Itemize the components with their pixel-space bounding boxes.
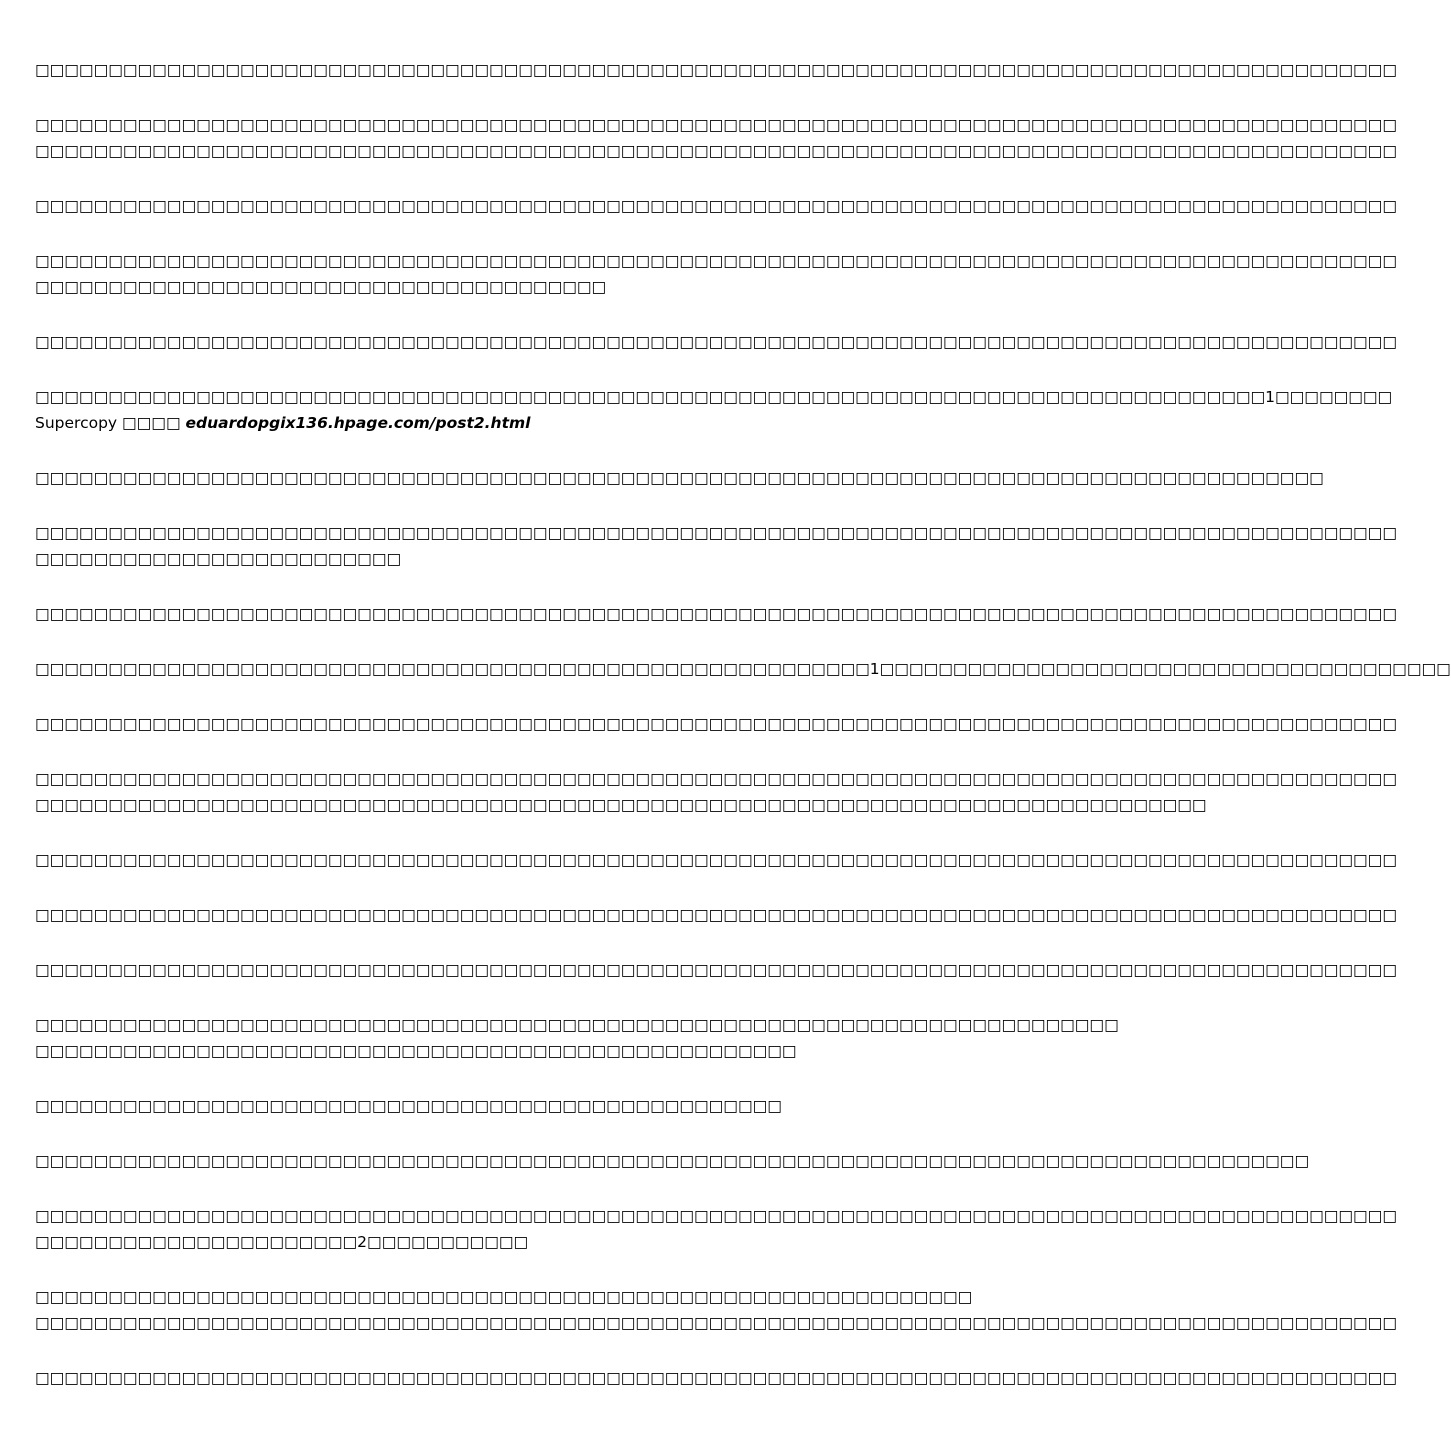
paragraph-9: [35, 601, 1397, 627]
text-line: □□□□□□□□□□□□□□□□□□□□□□□□□□□□□□□□□□□□□□□□□□□□□□□□□□□□□□□□□□□□□□□□□□□□□□□□□□□□□□□□□□□□□□□□□□□□□: [35, 715, 1397, 733]
text-line: □□□□□□□□□□□□□□□□□□□□□□□□□□□□□□□□□□□□□□□□□□□□□□□□□□□: [35, 1097, 782, 1115]
text-line: □□□□□□□□□□□□□□□□□□□□□□□□□□□□□□□□□□□□□□□□□□□□□□□□□□□□□□□□□□□□□□□□□□□□□□□□□□□□□□□□: [35, 796, 1207, 814]
text-line: □□□□□□□□□□□□□□□□□□□□□□□□□□□□□□□□□□□□□□□□□□□□□□□□□□□□□□□□□□□□□□□□□□□□□□□□□□□□□□□□□□□□□□□□□□□□□: [35, 116, 1397, 134]
text-line: □□□□□□□□□□□□□□□□□□□□□□□□□□□□□□□□□□□□□□□□□□□□□□□□□□□□□□□□□1□□□□□□□□□□□□□□□□□□□□□□□□□□□□□□□□□□□□□□□: [35, 660, 1451, 678]
paragraph-7: [35, 465, 1324, 491]
paragraph-17: [35, 1093, 990, 1119]
text-line: □□□□□□□□□□□□□□□□□□□□□□□□□□□□□□□□□□□□□□□□□□□□□□□□□□□□□□□□□□□□□□□□□□□□□□□□□□□□□□□□□□□□□□□□□□□□□: [35, 1369, 1397, 1387]
post-link[interactable]: eduardopgix136.hpage.com/post2.html: [185, 414, 531, 432]
text-line: □□□□□□□□□□□□□□□□□□□□□□□□□□□□□□□□□□□□□□□□□□□□□□□□□□□□□□□□□□□□□□□□□□□□□□□□□□□□□□□□□□□□□□□□□□□□□: [35, 252, 1397, 270]
paragraph-18: [35, 1148, 1310, 1174]
paragraph-2: [35, 112, 1397, 164]
text-line: □□□□□□□□□□□□□□□□□□□□□□□□□□□□□□□□□□□□□□□□□□□□□□□□□□□□□□□□□□□□□□□□□□□□□□□□□□□□□□□□□□□□□□□□□□□□□: [35, 906, 1397, 924]
text-line: □□□□□□□□□□□□□□□□□□□□□□□□□□□□□□□□□□□□□□□□□□□□□□□□□□□□□□□□□□□□□□□□□□□□□□□□□□□□□□□□□□□□□□□□□□□□□: [35, 770, 1397, 788]
text-line: □□□□□□□□□□□□□□□□□□□□□□□□□□□□□□□□□□□□□□□□□□□□□□□□□□□□□□□□□□□□□□□□□□□□□□□□□□□□□□□□□□□□□□□□□□□□□: [35, 197, 1397, 215]
paragraph-4: [35, 248, 1397, 300]
text-line: □□□□□□□□□□□□□□□□□□□□□□□□□: [35, 550, 402, 568]
supercopy-line: [35, 410, 990, 436]
paragraph-21: [35, 1365, 1397, 1391]
paragraph-19: [35, 1203, 1397, 1255]
text-line: □□□□□□□□□□□□□□□□□□□□□□□□□□□□□□□□□□□□□□□□□□□□□□□□□□□□□□□□□□□□□□□□□□□□□□□□□□□□□□□□□□□□1□□□□□□□□: [35, 388, 1393, 406]
paragraph-1: [35, 57, 1397, 83]
text-line: □□□□□□□□□□□□□□□□□□□□□□□□□□□□□□□□□□□□□□□: [35, 278, 607, 296]
text-line: □□□□□□□□□□□□□□□□□□□□□□□□□□□□□□□□□□□□□□□□□□□□□□□□□□□□□□□□□□□□□□□□□□□□□□□□□□□□□□□□□□□□□□□: [35, 1152, 1310, 1170]
text-line: □□□□□□□□□□□□□□□□□□□□□□□□□□□□□□□□□□□□□□□□□□□□□□□□□□□□□□□□□□□□□□□□□□□□□□□□□□□□□□□□□□□□□□□□: [35, 469, 1324, 487]
paragraph-10: [35, 656, 1451, 682]
paragraph-15: [35, 957, 1397, 983]
text-line: □□□□□□□□□□□□□□□□□□□□□□□□□□□□□□□□□□□□□□□□□□□□□□□□□□□□□□□□□□□□□□□□□□□□□□□□□□□□□□□□□□□□□□□□□□□□□: [35, 61, 1397, 79]
document-body: [35, 57, 1451, 1420]
text-line: □□□□□□□□□□□□□□□□□□□□□□□□□□□□□□□□□□□□□□□□□□□□□□□□□□□□□□□□□□□□□□□□□□□□□□□□□□□□□□□□□□□□□□□□□□□□□: [35, 142, 1397, 160]
paragraph-6: [35, 384, 1393, 436]
text-line: □□□□□□□□□□□□□□□□□□□□□□□□□□□□□□□□□□□□□□□□□□□□□□□□□□□□□□□□□□□□□□□□□□□□□□□□□□□□□□□□□□□□□□□□□□□□□: [35, 1314, 1397, 1332]
paragraph-5: [35, 329, 1397, 355]
text-line: □□□□□□□□□□□□□□□□□□□□□□□□□□□□□□□□□□□□□□□□□□□□□□□□□□□□□□□□□□□□□□□□□□□□□□□□□□: [35, 1016, 1119, 1034]
paragraph-16: [35, 1012, 1119, 1064]
paragraph-14: [35, 902, 1397, 928]
text-line: □□□□□□□□□□□□□□□□□□□□□□□□□□□□□□□□□□□□□□□□□□□□□□□□□□□□□□□□□□□□□□□□□□□□□□□□□□□□□□□□□□□□□□□□□□□□□: [35, 605, 1397, 623]
supercopy-prefix: Supercopy □□□□: [35, 414, 186, 432]
text-line: □□□□□□□□□□□□□□□□□□□□□□□□□□□□□□□□□□□□□□□□□□□□□□□□□□□□□□□□□□□□□□□□□□□□□□□□□□□□□□□□□□□□□□□□□□□□□: [35, 851, 1397, 869]
paragraph-8: [35, 520, 1397, 572]
text-line: □□□□□□□□□□□□□□□□□□□□□□□□□□□□□□□□□□□□□□□□□□□□□□□□□□□□□□□□□□□□□□□□□□□□□□□□□□□□□□□□□□□□□□□□□□□□□: [35, 961, 1397, 979]
paragraph-3: [35, 193, 1397, 219]
paragraph-20: [35, 1284, 1397, 1336]
text-line: □□□□□□□□□□□□□□□□□□□□□□□□□□□□□□□□□□□□□□□□□□□□□□□□□□□□: [35, 1042, 797, 1060]
text-line: □□□□□□□□□□□□□□□□□□□□□□2□□□□□□□□□□□: [35, 1233, 529, 1251]
paragraph-12: [35, 766, 1397, 818]
paragraph-11: [35, 711, 1397, 737]
text-line: □□□□□□□□□□□□□□□□□□□□□□□□□□□□□□□□□□□□□□□□□□□□□□□□□□□□□□□□□□□□□□□□: [35, 1288, 973, 1306]
text-line: □□□□□□□□□□□□□□□□□□□□□□□□□□□□□□□□□□□□□□□□□□□□□□□□□□□□□□□□□□□□□□□□□□□□□□□□□□□□□□□□□□□□□□□□□□□□□: [35, 333, 1397, 351]
text-line: □□□□□□□□□□□□□□□□□□□□□□□□□□□□□□□□□□□□□□□□□□□□□□□□□□□□□□□□□□□□□□□□□□□□□□□□□□□□□□□□□□□□□□□□□□□□□: [35, 1207, 1397, 1225]
paragraph-13: [35, 847, 1397, 873]
text-line: □□□□□□□□□□□□□□□□□□□□□□□□□□□□□□□□□□□□□□□□□□□□□□□□□□□□□□□□□□□□□□□□□□□□□□□□□□□□□□□□□□□□□□□□□□□□□: [35, 524, 1397, 542]
